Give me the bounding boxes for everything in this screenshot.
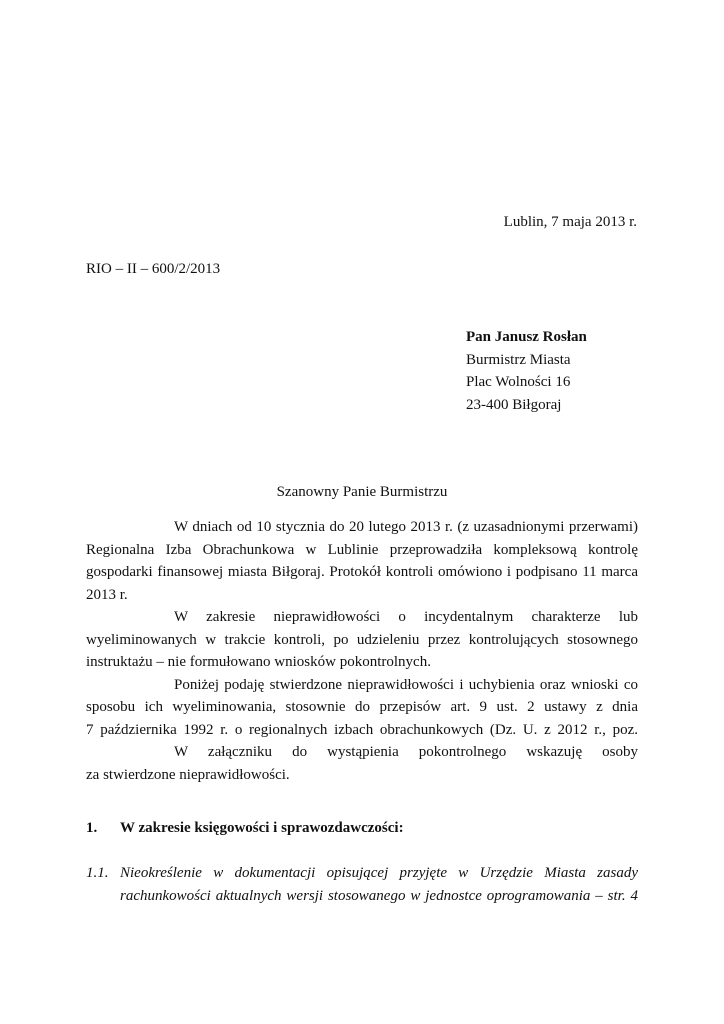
- section-heading: [86, 820, 404, 837]
- paragraph-line: Regionalna Izba Obrachunkowa w Lublinie przeprowadziła kompleksową kontrolę: [86, 541, 638, 558]
- salutation: Szanowny Panie Burmistrzu: [276, 484, 448, 500]
- subsection-line: Nieokreślenie w dokumentacji opisującej przyjęte w Urzędzie Miasta zasady: [120, 865, 638, 881]
- subsection-line: rachunkowości aktualnych wersji stosowanego w jednostce oprogramowania – str. 4: [120, 887, 638, 904]
- paragraph-line: wyeliminowanych w trakcie kontroli, po udzieleniu przez kontrolujących stosownego: [86, 631, 638, 648]
- paragraph-line: 7 października 1992 r. o regionalnych izbach obrachunkowych (Dz. U. z 2012 r., poz.: [86, 721, 638, 738]
- addressee-street: Plac Wolności 16: [466, 374, 571, 390]
- letter-date: Lublin, 7 maja 2013 r.: [503, 214, 637, 230]
- paragraph-line: Poniżej podaję stwierdzone nieprawidłowości i uchybienia oraz wnioski co: [174, 676, 638, 693]
- subsection-text: [120, 862, 638, 907]
- paragraph: [86, 674, 638, 742]
- addressee-title: Burmistrz Miasta: [466, 351, 571, 368]
- paragraph-line: W załączniku do wystąpienia pokontrolnego wskazuję osoby: [174, 744, 638, 760]
- subsection-number: 1.1.: [86, 865, 109, 881]
- paragraph-line: gospodarki finansowej miasta Biłgoraj. Protokół kontroli omówiono i podpisano 11 marca: [86, 564, 638, 580]
- paragraph-line: W dniach od 10 stycznia do 20 lutego 2013 r. (z uzasadnionymi przerwami): [174, 519, 638, 535]
- paragraph-line: 2013 r.: [86, 586, 128, 603]
- paragraph: [86, 741, 638, 786]
- reference-number: RIO – II – 600/2/2013: [86, 261, 221, 277]
- subsection: [86, 862, 638, 907]
- paragraph-line: za stwierdzone nieprawidłowości.: [86, 766, 290, 783]
- section-number: 1.: [86, 820, 98, 836]
- letter-body: [86, 516, 638, 786]
- addressee-city: 23-400 Biłgoraj: [466, 396, 562, 413]
- paragraph: [86, 516, 638, 606]
- section-title: W zakresie księgowości i sprawozdawczości:: [120, 820, 404, 836]
- paragraph-line: W zakresie nieprawidłowości o incydentalnym charakterze lub: [174, 609, 638, 625]
- paragraph-line: instruktażu – nie formułowano wniosków pokontrolnych.: [86, 654, 431, 670]
- paragraph-line: sposobu ich wyeliminowania, stosownie do przepisów art. 9 ust. 2 ustawy z dnia: [86, 699, 638, 715]
- addressee-name: Pan Janusz Rosłan: [466, 329, 587, 345]
- paragraph: [86, 606, 638, 674]
